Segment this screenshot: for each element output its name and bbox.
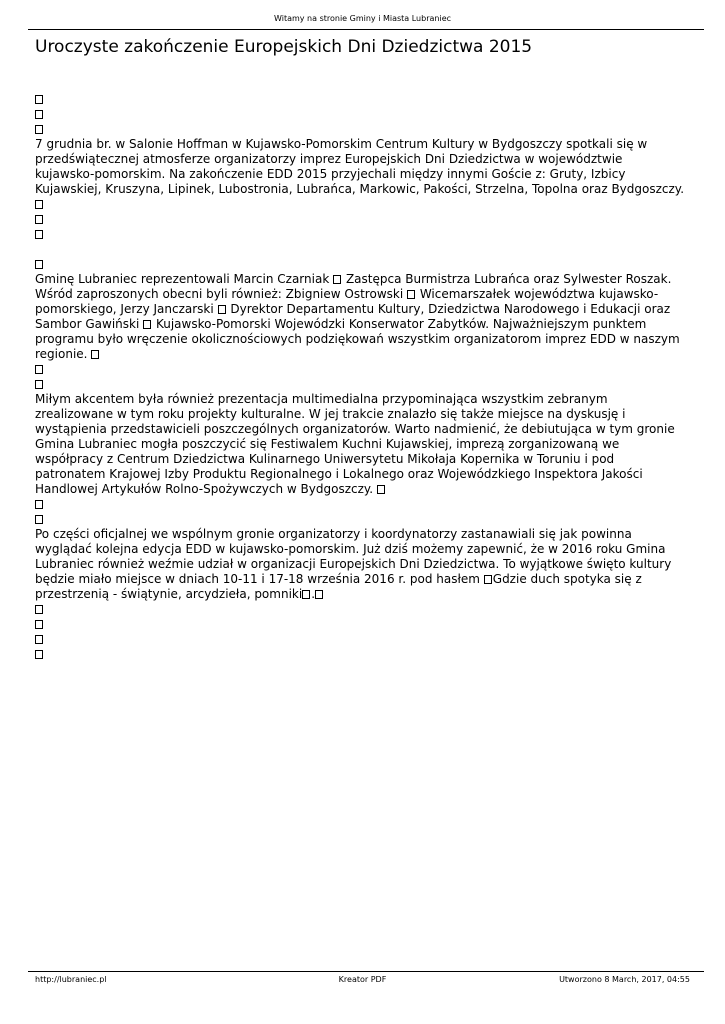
missing-glyph-box bbox=[35, 215, 43, 224]
missing-glyph-box bbox=[35, 650, 43, 659]
missing-glyph-box bbox=[302, 590, 310, 599]
empty-line bbox=[35, 617, 685, 632]
empty-line bbox=[35, 512, 685, 527]
paragraph-text: Dyrektor Departamentu Kultury, Dziedzictwa Narodowego i Edukacji oraz Sambor Gawiński bbox=[35, 302, 671, 331]
missing-glyph-box bbox=[377, 485, 385, 494]
paragraph bbox=[35, 272, 685, 362]
paragraph-text: Kujawsko-Pomorski Wojewódzki Konserwator Zabytków. Najważniejszym punktem programu było wręczenie okolicznościowych podziękowań wszystkim organizatorom imprez EDD w naszym regionie. bbox=[35, 317, 680, 361]
missing-glyph-box bbox=[35, 95, 43, 104]
empty-line bbox=[35, 107, 685, 122]
empty-line bbox=[35, 647, 685, 662]
missing-glyph-box bbox=[35, 380, 43, 389]
empty-line bbox=[35, 227, 685, 242]
paragraph-text: 7 grudnia br. w Salonie Hoffman w Kujawsko-Pomorskim Centrum Kultury w Bydgoszczy spotkali się w przedświątecznej atmosferze organizatorzy imprez Europejskich Dni Dziedzictwa w województwie kujawsko-pomorskim. Na zakończenie EDD 2015 przyjechali między innymi Goście z: Gruty, Izbicy Kujawskiej, Kruszyna, Lipinek, Lubostronia, Lubrańca, Markowic, Pakości, Strzelna, Topolna oraz Bydgoszczy. bbox=[35, 137, 685, 196]
empty-line bbox=[35, 122, 685, 137]
empty-line bbox=[35, 602, 685, 617]
blank-line bbox=[35, 242, 685, 257]
footer-generator: Kreator PDF bbox=[338, 975, 387, 984]
paragraph-text: Gminę Lubraniec reprezentowali Marcin Czarniak bbox=[35, 272, 330, 286]
paragraph-text: Wicemarszałek województwa kujawsko-pomorskiego, Jerzy Janczarski bbox=[35, 287, 659, 316]
missing-glyph-box bbox=[35, 110, 43, 119]
missing-glyph-box bbox=[35, 260, 43, 269]
missing-glyph-box bbox=[91, 350, 99, 359]
empty-line bbox=[35, 362, 685, 377]
paragraph bbox=[35, 137, 685, 212]
missing-glyph-box bbox=[35, 515, 43, 524]
missing-glyph-box bbox=[218, 305, 226, 314]
missing-glyph-box bbox=[315, 590, 323, 599]
paragraph-text: Gdzie duch spotyka się z przestrzenią - świątynie, arcydzieła, pomniki bbox=[35, 572, 642, 601]
missing-glyph-box bbox=[35, 605, 43, 614]
missing-glyph-box bbox=[35, 125, 43, 134]
empty-line bbox=[35, 92, 685, 107]
missing-glyph-box bbox=[143, 320, 151, 329]
missing-glyph-box bbox=[35, 620, 43, 629]
missing-glyph-box bbox=[35, 500, 43, 509]
missing-glyph-box bbox=[484, 575, 492, 584]
paragraph bbox=[35, 527, 685, 602]
header-divider bbox=[28, 29, 704, 30]
empty-line bbox=[35, 212, 685, 227]
site-header: Witamy na stronie Gminy i Miasta Lubraniec bbox=[273, 14, 452, 23]
empty-line bbox=[35, 257, 685, 272]
paragraph-text: Miłym akcentem była również prezentacja multimedialna przypominająca wszystkim zebranym zrealizowane w tym roku projekty kulturalne. W jej trakcie znalazło się także miejsce na dyskusję i wystąpienia przedstawicieli poszczególnych organizatorów. Warto nadmienić, że debiutująca w tym gronie Gmina Lubraniec mogła poszczycić się Festiwalem Kuchni Kujawskiej, imprezą zorganizowaną we współpracy z Centrum Dziedzictwa Kulinarnego Uniwersytetu Mikołaja Kopernika w Toruniu i pod patronatem Krajowej Izby Produktu Regionalnego i Lokalnego oraz Wojewódzkiego Inspektora Jakości Handlowej Artykułów Rolno-Spożywczych w Bydgoszczy. bbox=[35, 392, 675, 496]
paragraph-text: Po części oficjalnej we wspólnym gronie organizatorzy i koordynatorzy zastanawiali się jak powinna wyglądać kolejna edycja EDD w kujawsko-pomorskim. Już dziś możemy zapewnić, że w 2016 roku Gmina Lubraniec również weźmie udział w organizacji Europejskich Dni Dziedzictwa. To wyjątkowe święto kultury będzie miało miejsce w dniach 10-11 i 17-18 września 2016 r. pod hasłem bbox=[35, 527, 672, 586]
article-body bbox=[35, 92, 685, 662]
paragraph-text: Zastępca Burmistrza Lubrańca oraz Sylwester Roszak. Wśród zaproszonych obecni byli również: Zbigniew Ostrowski bbox=[35, 272, 672, 301]
missing-glyph-box bbox=[35, 365, 43, 374]
missing-glyph-box bbox=[35, 635, 43, 644]
missing-glyph-box bbox=[35, 200, 43, 209]
footer-divider bbox=[28, 971, 704, 972]
empty-line bbox=[35, 632, 685, 647]
paragraph bbox=[35, 392, 685, 497]
missing-glyph-box bbox=[35, 230, 43, 239]
missing-glyph-box bbox=[407, 290, 415, 299]
footer-created-date: Utworzono 8 March, 2017, 04:55 bbox=[559, 975, 690, 984]
paragraph-text: . bbox=[311, 587, 316, 601]
empty-line bbox=[35, 377, 685, 392]
article-title: Uroczyste zakończenie Europejskich Dni Dziedzictwa 2015 bbox=[35, 37, 533, 57]
missing-glyph-box bbox=[333, 275, 341, 284]
empty-line bbox=[35, 497, 685, 512]
footer-url: http://lubraniec.pl bbox=[35, 975, 107, 984]
